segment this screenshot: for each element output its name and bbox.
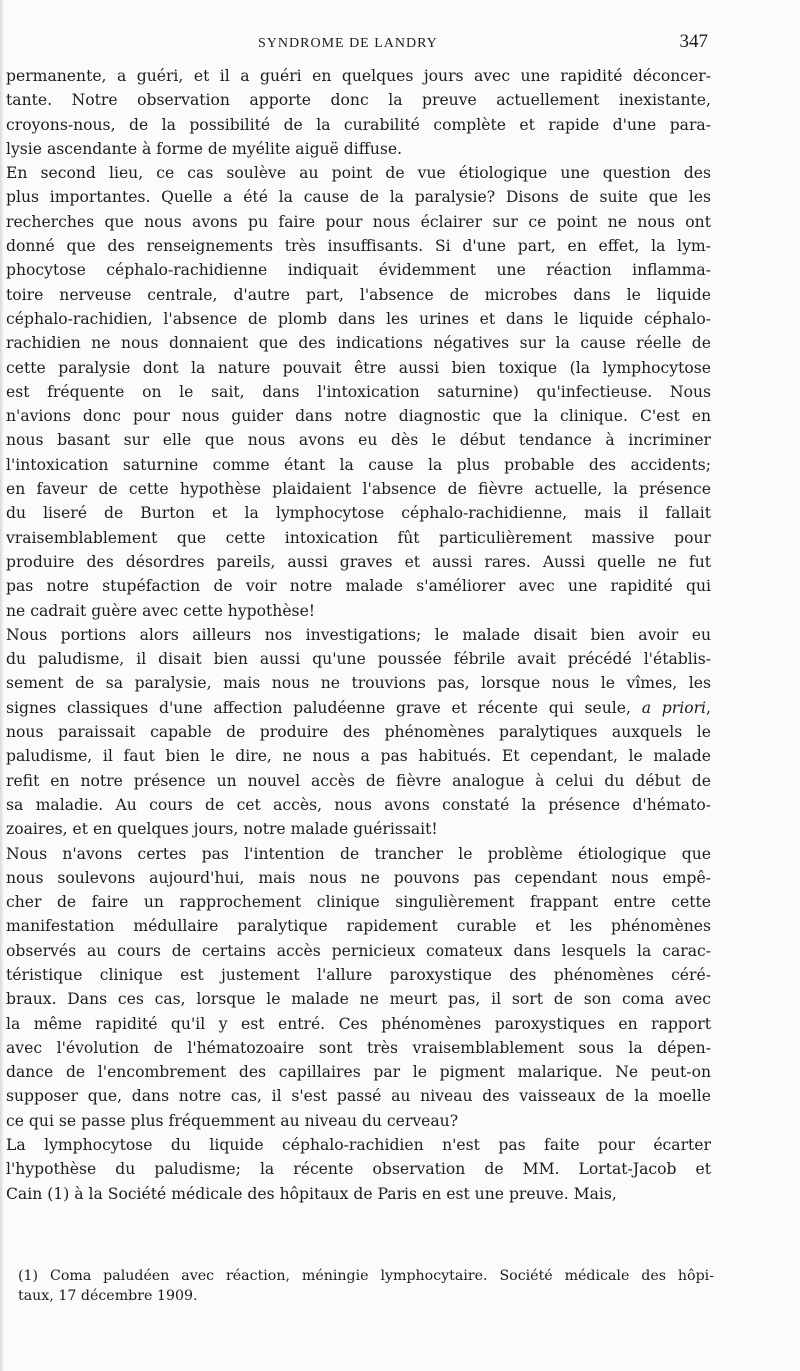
text-line: recherches que nous avons pu faire pour nous éclairer sur ce point ne nous ont — [6, 212, 711, 231]
text-line: dance de l'encombrement des capillaires par le pigment malarique. Ne peut-on — [6, 1063, 711, 1082]
footnote-line: taux, 17 décembre 1909. — [18, 1288, 198, 1304]
text-line: la même rapidité qu'il y est entré. Ces phénomènes paroxystiques en rapport — [6, 1014, 711, 1033]
text-line: paludisme, il faut bien le dire, ne nous a pas habitués. Et cependant, le malade — [6, 747, 711, 766]
text-line: plus importantes. Quelle a été la cause de la paralysie? Disons de suite que les — [6, 188, 711, 207]
text-line: n'avions donc pour nous guider dans notre diagnostic que la clinique. C'est en — [6, 407, 711, 426]
text-line: l'hypothèse du paludisme; la récente observation de MM. Lortat-Jacob et — [6, 1160, 711, 1179]
footnotes — [18, 1266, 714, 1306]
text-line: supposer que, dans notre cas, il s'est passé au niveau des vaisseaux de la moelle — [6, 1087, 711, 1106]
body-text — [6, 64, 711, 1206]
text-line: refit en notre présence un nouvel accès de fièvre analogue à celui du début de — [6, 771, 711, 790]
text-line: nous paraissait capable de produire des phénomènes paralytiques auxquels le — [6, 723, 711, 742]
text-line: ne cadrait guère avec cette hypothèse! — [6, 601, 316, 620]
text-line: vraisemblablement que cette intoxication fût particulièrement massive pour — [6, 528, 711, 547]
text-line: produire des désordres pareils, aussi graves et aussi rares. Aussi quelle ne fut — [6, 552, 711, 571]
text-line: signes classiques d'une affection paludéenne grave et récente qui seule, a priori, — [6, 698, 711, 717]
text-line: pas notre stupéfaction de voir notre malade s'améliorer avec une rapidité qui — [6, 577, 711, 596]
text-line: tante. Notre observation apporte donc la preuve actuellement inexistante, — [6, 91, 711, 110]
page-number: 347 — [679, 31, 708, 52]
text-line: du liseré de Burton et la lymphocytose céphalo-rachidienne, mais il fallait — [6, 504, 711, 523]
text-line: sement de sa paralysie, mais nous ne trouvions pas, lorsque nous le vîmes, les — [6, 674, 711, 693]
text-line: l'intoxication saturnine comme étant la cause la plus probable des accidents; — [6, 455, 711, 474]
running-title: SYNDROME DE LANDRY — [258, 36, 438, 51]
page-gutter-shadow — [0, 0, 4, 1371]
text-line: téristique clinique est justement l'allure paroxystique des phénomènes céré- — [6, 965, 711, 984]
text-line: permanente, a guéri, et il a guéri en quelques jours avec une rapidité déconcer- — [6, 67, 711, 85]
text-line: En second lieu, ce cas soulève au point de vue étiologique une question des — [6, 164, 711, 183]
text-line: en faveur de cette hypothèse plaidaient l'absence de fièvre actuelle, la présence — [6, 480, 711, 499]
text-line: phocytose céphalo-rachidienne indiquait évidemment une réaction inflamma- — [6, 261, 711, 280]
italic-emphasis: a priori — [641, 698, 707, 717]
text-line: du paludisme, il disait bien aussi qu'une poussée fébrile avait précédé l'établis- — [6, 650, 711, 669]
text-line: ce qui se passe plus fréquemment au niveau du cerveau? — [6, 1111, 459, 1130]
text-line: avec l'évolution de l'hématozoaire sont très vraisemblablement sous la dépen- — [6, 1038, 711, 1057]
text-line: toire nerveuse centrale, d'autre part, l'absence de microbes dans le liquide — [6, 285, 711, 304]
text-line: est fréquente on le sait, dans l'intoxication saturnine) qu'infectieuse. Nous — [6, 382, 711, 401]
text-line: La lymphocytose du liquide céphalo-rachidien n'est pas faite pour écarter — [6, 1136, 711, 1155]
text-line: Nous portions alors ailleurs nos investigations; le malade disait bien avoir eu — [6, 625, 711, 644]
running-head — [0, 28, 800, 58]
text-line: lysie ascendante à forme de myélite aiguë diffuse. — [6, 139, 403, 158]
text-line: manifestation médullaire paralytique rapidement curable et les phénomènes — [6, 917, 711, 936]
text-line: croyons-nous, de la possibilité de la curabilité complète et rapide d'une para- — [6, 115, 711, 134]
text-line: Nous n'avons certes pas l'intention de trancher le problème étiologique que — [6, 844, 711, 863]
text-line: zoaires, et en quelques jours, notre malade guérissait! — [6, 820, 438, 839]
text-line: rachidien ne nous donnaient que des indications négatives sur la cause réelle de — [6, 334, 711, 353]
text-line: cette paralysie dont la nature pouvait être aussi bien toxique (la lymphocytose — [6, 358, 711, 377]
text-line: nous soulevons aujourd'hui, mais nous ne pouvons pas cependant nous empê- — [6, 868, 711, 887]
text-line: observés au cours de certains accès pernicieux comateux dans lesquels la carac- — [6, 941, 711, 960]
text-line: Cain (1) à la Société médicale des hôpitaux de Paris en est une preuve. Mais, — [6, 1184, 617, 1203]
text-line: céphalo-rachidien, l'absence de plomb dans les urines et dans le liquide céphalo- — [6, 309, 711, 328]
text-line: sa maladie. Au cours de cet accès, nous avons constaté la présence d'hémato- — [6, 795, 711, 814]
text-line: donné que des renseignements très insuffisants. Si d'une part, en effet, la lym- — [6, 237, 711, 256]
text-line: nous basant sur elle que nous avons eu dès le début tendance à incriminer — [6, 431, 711, 450]
text-line: cher de faire un rapprochement clinique singulièrement frappant entre cette — [6, 893, 711, 912]
footnote-line: (1) Coma paludéen avec réaction, méningie lymphocytaire. Société médicale des hôpi- — [18, 1268, 714, 1284]
text-line: braux. Dans ces cas, lorsque le malade ne meurt pas, il sort de son coma avec — [6, 990, 711, 1009]
